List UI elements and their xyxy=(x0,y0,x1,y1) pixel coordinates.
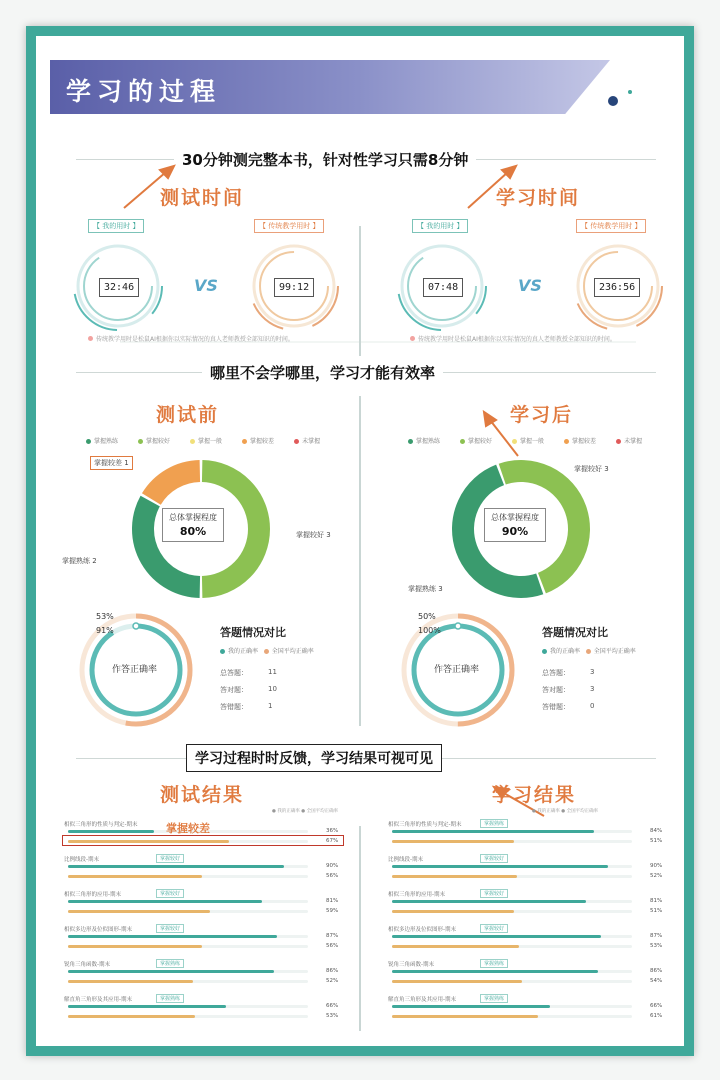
bar-mine xyxy=(68,830,154,833)
result-tag: 掌握熟练 xyxy=(156,994,184,1003)
result-tag: 掌握熟练 xyxy=(480,819,508,828)
bar-mine xyxy=(392,865,608,868)
result-tag: 掌握较好 xyxy=(156,889,184,898)
result-name: 相似三角形的性质与判定-期末 xyxy=(388,822,462,828)
highlight-box xyxy=(62,835,344,846)
bar-percent: 66% xyxy=(326,1003,339,1009)
result-list-left xyxy=(64,820,344,1030)
center-before: 总体掌握程度 80% xyxy=(162,508,224,542)
label-good-after: 掌握较好 3 xyxy=(574,465,609,473)
legend-item: 掌握较差 xyxy=(564,438,606,445)
bar-percent: 52% xyxy=(326,978,339,984)
result-tag: 掌握较好 xyxy=(480,854,508,863)
result-tag: 掌握熟练 xyxy=(480,994,508,1003)
vs-label: VS xyxy=(194,276,218,295)
legend-item: 掌握熟练 xyxy=(408,438,450,445)
stat-wrong-after: 答错题： 0 xyxy=(542,702,595,711)
bar-percent: 56% xyxy=(326,943,339,949)
poster-frame xyxy=(26,26,694,1056)
acc-label-after: 作答正确率 xyxy=(434,665,480,675)
donut-slice xyxy=(151,471,199,499)
bar-mine xyxy=(68,935,277,938)
bar-average xyxy=(68,875,202,878)
note-left: 传统教学用时是松鼠AI根据你以实际情况的真人老师教授全部知识的时间。 xyxy=(88,334,294,343)
bar-percent: 81% xyxy=(650,898,663,904)
divider-1 xyxy=(359,226,361,356)
bar-percent: 90% xyxy=(326,863,339,869)
result-name: 锐角三角函数-期末 xyxy=(64,962,110,968)
bar-mine xyxy=(392,1005,550,1008)
vs-label: VS xyxy=(518,276,542,295)
tag-traditional-time: 【 传统教学用时 】 xyxy=(254,219,324,233)
stat-total-before: 总答题： 11 xyxy=(220,668,277,677)
page-title: 学习的过程 xyxy=(66,77,222,106)
bar-average xyxy=(392,875,517,878)
bar-mine xyxy=(68,970,274,973)
cmp-title-before: 答题情况对比 xyxy=(220,626,286,639)
bar-mine xyxy=(68,865,284,868)
bar-percent: 51% xyxy=(650,908,663,914)
bar-percent: 56% xyxy=(326,873,339,879)
cmp-legend-after: 我的正确率 全国平均正确率 xyxy=(542,646,636,655)
note-right: 传统教学用时是松鼠AI根据你以实际情况的真人老师教授全部知识的时间。 xyxy=(410,334,616,343)
legend-item: 掌握一般 xyxy=(512,438,554,445)
time-trad-test: 99:12 xyxy=(274,278,314,297)
bar-percent: 53% xyxy=(326,1013,339,1019)
result-name: 相似三角形的应用-期末 xyxy=(64,892,121,898)
section2-title: 哪里不会学哪里，学习才能有效率 xyxy=(202,362,443,383)
bar-percent: 84% xyxy=(650,828,663,834)
cmp-title-after: 答题情况对比 xyxy=(542,626,608,639)
bar-mine xyxy=(392,900,586,903)
result-tag: 掌握较好 xyxy=(156,854,184,863)
legend-item: 掌握熟练 xyxy=(86,438,128,445)
pct-inner-after: 100% xyxy=(418,626,441,635)
bar-average xyxy=(392,980,522,983)
section3-title: 学习过程时时反馈，学习结果可视可见 xyxy=(186,744,442,772)
bar-mine xyxy=(68,1005,226,1008)
result-name: 相似三角形的应用-期末 xyxy=(388,892,445,898)
test-result-heading: 测试结果 xyxy=(160,784,245,806)
bar-percent: 61% xyxy=(650,1013,663,1019)
bar-percent: 66% xyxy=(650,1003,663,1009)
result-name: 锐角三角函数-期末 xyxy=(388,962,434,968)
bar-percent: 87% xyxy=(650,933,663,939)
bar-mine xyxy=(392,935,601,938)
bar-percent: 59% xyxy=(326,908,339,914)
bar-average xyxy=(68,980,193,983)
stat-wrong-before: 答错题： 1 xyxy=(220,702,273,711)
bar-average xyxy=(392,910,514,913)
bar-mine xyxy=(68,900,262,903)
bar-average xyxy=(68,910,210,913)
legend-before xyxy=(86,436,340,445)
bar-percent: 51% xyxy=(650,838,663,844)
pct-outer-before: 53% xyxy=(96,612,114,621)
mini-legend-left: ● 我的正确率 ● 全国平均正确率 xyxy=(272,809,339,814)
cmp-legend-before: 我的正确率 全国平均正确率 xyxy=(220,646,314,655)
center-after: 总体掌握程度 90% xyxy=(484,508,546,542)
bar-percent: 67% xyxy=(326,838,339,844)
label-skilled-after: 掌握熟练 3 xyxy=(408,585,443,593)
before-heading: 测试前 xyxy=(156,404,220,426)
annotation-poor: 掌握较差 xyxy=(166,822,210,835)
ring-marker xyxy=(455,623,461,629)
bar-mine xyxy=(392,970,598,973)
result-tag: 掌握较好 xyxy=(156,924,184,933)
tag-my-time-study: 【 我的用时 】 xyxy=(412,219,468,233)
time-mine-study: 07:48 xyxy=(423,278,463,297)
pct-inner-before: 91% xyxy=(96,626,114,635)
legend-item: 掌握较好 xyxy=(138,438,180,445)
label-poor-before: 掌握较差 1 xyxy=(90,456,133,470)
bar-percent: 86% xyxy=(650,968,663,974)
stat-correct-after: 答对题： 3 xyxy=(542,685,595,694)
result-name: 解直角三角形及其应用-期末 xyxy=(64,997,132,1003)
time-mine-test: 32:46 xyxy=(99,278,139,297)
ring-marker xyxy=(133,623,139,629)
test-time-heading: 测试时间 xyxy=(160,187,245,209)
label-good-before: 掌握较好 3 xyxy=(296,531,331,539)
bar-percent: 36% xyxy=(326,828,339,834)
time-trad-study: 236:56 xyxy=(594,278,640,297)
bar-percent: 52% xyxy=(650,873,663,879)
legend-after xyxy=(408,436,662,445)
result-name: 比例线段-期末 xyxy=(64,857,99,863)
result-name: 解直角三角形及其应用-期末 xyxy=(388,997,456,1003)
result-tag: 掌握熟练 xyxy=(156,959,184,968)
bar-average xyxy=(392,840,514,843)
bar-average xyxy=(68,945,202,948)
divider-2 xyxy=(359,396,361,726)
result-name: 相似三角形的性质与判定-期末 xyxy=(64,822,138,828)
result-name: 相似多边形及位似图形-期末 xyxy=(388,927,456,933)
divider-3 xyxy=(359,826,361,1031)
result-list-right xyxy=(388,820,668,1030)
legend-item: 掌握较差 xyxy=(242,438,284,445)
tag-traditional-time-study: 【 传统教学用时 】 xyxy=(576,219,646,233)
result-name: 比例线段-期末 xyxy=(388,857,423,863)
bar-percent: 53% xyxy=(650,943,663,949)
result-name: 相似多边形及位似图形-期末 xyxy=(64,927,132,933)
legend-item: 掌握一般 xyxy=(190,438,232,445)
legend-item: 未掌握 xyxy=(616,438,652,445)
bar-average xyxy=(68,1015,195,1018)
bar-mine xyxy=(392,830,594,833)
legend-item: 掌握较好 xyxy=(460,438,502,445)
bar-percent: 87% xyxy=(326,933,339,939)
stat-total-after: 总答题： 3 xyxy=(542,668,595,677)
mini-legend-right: ● 我的正确率 ● 全国平均正确率 xyxy=(532,809,599,814)
bar-percent: 54% xyxy=(650,978,663,984)
bar-percent: 81% xyxy=(326,898,339,904)
bar-percent: 90% xyxy=(650,863,663,869)
legend-item: 未掌握 xyxy=(294,438,330,445)
result-tag: 掌握较好 xyxy=(480,924,508,933)
label-skilled-before: 掌握熟练 2 xyxy=(62,557,97,565)
result-tag: 掌握较好 xyxy=(480,889,508,898)
bar-average xyxy=(392,1015,538,1018)
after-heading: 学习后 xyxy=(510,404,574,426)
tag-my-time: 【 我的用时 】 xyxy=(88,219,144,233)
study-time-heading: 学习时间 xyxy=(496,187,581,209)
bar-average xyxy=(392,945,519,948)
bar-percent: 86% xyxy=(326,968,339,974)
acc-label-before: 作答正确率 xyxy=(112,665,158,675)
pct-outer-after: 50% xyxy=(418,612,436,621)
study-result-heading: 学习结果 xyxy=(492,784,577,806)
stat-correct-before: 答对题： 10 xyxy=(220,685,277,694)
section1-title: 30分钟测完整本书，针对性学习只需8分钟 xyxy=(174,149,476,170)
poster-paper xyxy=(36,36,684,1046)
result-tag: 掌握熟练 xyxy=(480,959,508,968)
